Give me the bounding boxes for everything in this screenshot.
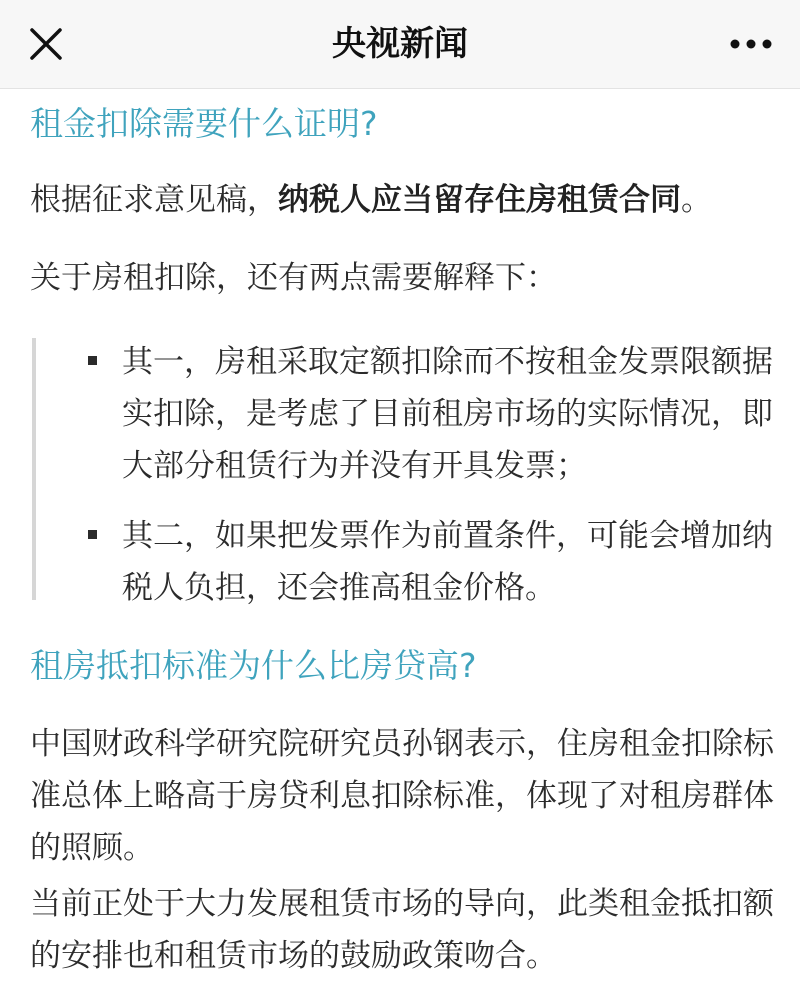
close-button[interactable]	[22, 20, 70, 68]
page-title: 央视新闻	[332, 24, 468, 64]
paragraph-two-points: 关于房租扣除，还有两点需要解释下：	[30, 260, 557, 296]
more-horizontal-icon	[729, 38, 773, 50]
paragraph-sun-gang: 中国财政科学研究院研究员孙钢表示，住房租金扣除标准总体上略高于房贷利息扣除标准，体现了对租房群体的照顾。	[30, 726, 774, 866]
section-heading-rent-vs-mortgage: 租房抵扣标准为什么比房贷高?	[30, 646, 477, 685]
list-item-text: 其二，如果把发票作为前置条件，可能会增加纳税人负担，还会推高租金价格。	[122, 518, 773, 606]
bullet-icon	[88, 356, 97, 365]
paragraph-lease-contract-text: 根据征求意见稿，	[30, 182, 278, 218]
paragraph-lease-contract	[30, 174, 775, 226]
paragraph-rental-market: 当前正处于大力发展租赁市场的导向，此类租金抵扣额的安排也和租赁市场的鼓励政策吻合。	[30, 886, 774, 974]
section-heading-rent-proof: 租金扣除需要什么证明?	[30, 104, 378, 143]
article-content	[0, 88, 800, 1000]
list-item	[92, 336, 782, 492]
bullet-icon	[88, 530, 97, 539]
list-item-text: 其一，房租采取定额扣除而不按租金发票限额据实扣除，是考虑了目前租房市场的实际情况，即大部分租赁行为并没有开具发票；	[122, 344, 773, 484]
list-item	[92, 510, 782, 614]
paragraph-lease-contract-end: 。	[681, 182, 712, 218]
top-navigation-bar	[0, 0, 800, 89]
blockquote-bar	[32, 338, 36, 600]
paragraph-lease-contract-emphasis: 纳税人应当留存住房租赁合同	[278, 182, 681, 218]
close-icon	[29, 27, 63, 61]
more-options-button[interactable]	[722, 20, 780, 68]
